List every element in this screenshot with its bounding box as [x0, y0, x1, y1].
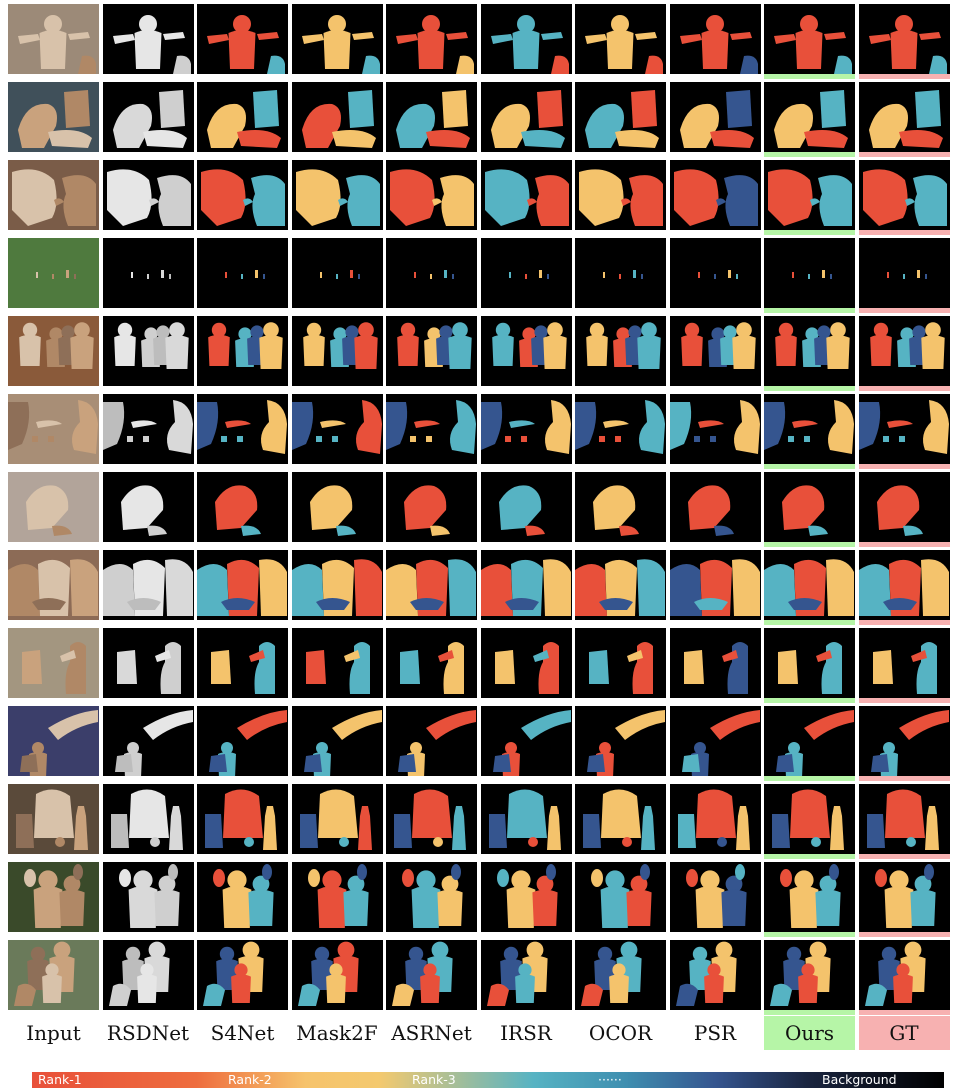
saliency-map [670, 706, 761, 776]
saliency-map [292, 862, 383, 932]
saliency-map [575, 472, 666, 542]
saliency-map [386, 862, 477, 932]
saliency-map [197, 4, 288, 74]
saliency-map [575, 628, 666, 698]
saliency-map [670, 4, 761, 74]
saliency-map [292, 238, 383, 308]
gt-highlight [859, 932, 950, 937]
saliency-map [481, 160, 572, 230]
grid-row [8, 628, 953, 703]
background-label: Background [822, 1072, 897, 1087]
saliency-map [386, 160, 477, 230]
gt-highlight [859, 308, 950, 313]
saliency-map [575, 238, 666, 308]
saliency-map [103, 160, 194, 230]
saliency-map [481, 550, 572, 620]
gt-highlight [859, 74, 950, 79]
saliency-map [103, 628, 194, 698]
saliency-map [292, 628, 383, 698]
saliency-map [764, 472, 855, 542]
saliency-map [197, 472, 288, 542]
saliency-map [481, 4, 572, 74]
grid-row [8, 316, 953, 391]
saliency-map [670, 940, 761, 1010]
ours-highlight [764, 1010, 855, 1015]
column-label-s4net: S4Net [210, 1021, 275, 1045]
input-image [8, 238, 99, 308]
saliency-map [575, 706, 666, 776]
saliency-map [859, 82, 950, 152]
grid-row [8, 862, 953, 937]
column-label-input: Input [26, 1021, 81, 1045]
saliency-map [764, 394, 855, 464]
column-label-rsdnet: RSDNet [106, 1021, 190, 1045]
grid-row [8, 706, 953, 781]
grid-row [8, 394, 953, 469]
gt-highlight [859, 230, 950, 235]
saliency-map [386, 550, 477, 620]
gt-highlight [859, 620, 950, 625]
column-labels [8, 1016, 953, 1050]
grid-row [8, 82, 953, 157]
saliency-map [859, 706, 950, 776]
gt-highlight [859, 152, 950, 157]
saliency-map [481, 316, 572, 386]
saliency-map [103, 784, 194, 854]
saliency-map [103, 472, 194, 542]
input-image [8, 160, 99, 230]
saliency-map [103, 238, 194, 308]
saliency-map [859, 394, 950, 464]
ours-highlight [764, 698, 855, 703]
saliency-map [103, 316, 194, 386]
grid-row [8, 940, 953, 1015]
input-image [8, 940, 99, 1010]
saliency-map [103, 862, 194, 932]
input-image [8, 784, 99, 854]
saliency-map [386, 238, 477, 308]
saliency-map [386, 472, 477, 542]
saliency-map [386, 706, 477, 776]
saliency-map [670, 394, 761, 464]
saliency-map [859, 4, 950, 74]
saliency-map [103, 940, 194, 1010]
saliency-map [292, 550, 383, 620]
saliency-map [859, 940, 950, 1010]
input-image [8, 628, 99, 698]
saliency-map [670, 160, 761, 230]
saliency-map [859, 316, 950, 386]
column-label-ocor: OCOR [588, 1021, 653, 1045]
saliency-map [481, 862, 572, 932]
grid-row [8, 238, 953, 313]
ours-highlight [764, 386, 855, 391]
saliency-map [481, 238, 572, 308]
rank2-label: Rank-2 [228, 1072, 272, 1087]
ours-highlight [764, 932, 855, 937]
saliency-map [103, 82, 194, 152]
saliency-map [859, 784, 950, 854]
rank-colorbar [32, 1072, 944, 1088]
saliency-map [481, 472, 572, 542]
saliency-map [292, 706, 383, 776]
saliency-map [764, 706, 855, 776]
column-label-mask2f: Mask2F [296, 1021, 378, 1045]
column-label-gt: GT [859, 1016, 950, 1050]
ours-highlight [764, 620, 855, 625]
saliency-map [670, 238, 761, 308]
saliency-map [103, 4, 194, 74]
saliency-map [386, 784, 477, 854]
saliency-map [292, 472, 383, 542]
saliency-map [386, 394, 477, 464]
saliency-map [197, 550, 288, 620]
saliency-map [670, 862, 761, 932]
saliency-map [575, 82, 666, 152]
input-image [8, 706, 99, 776]
saliency-map [197, 82, 288, 152]
gt-highlight [859, 698, 950, 703]
gt-highlight [859, 854, 950, 859]
saliency-map [764, 160, 855, 230]
input-image [8, 550, 99, 620]
saliency-map [670, 628, 761, 698]
saliency-map [859, 628, 950, 698]
saliency-map [859, 550, 950, 620]
saliency-map [197, 706, 288, 776]
saliency-map [292, 784, 383, 854]
saliency-map [670, 784, 761, 854]
saliency-map [197, 238, 288, 308]
saliency-map [386, 940, 477, 1010]
saliency-map [386, 82, 477, 152]
saliency-map [859, 862, 950, 932]
gt-highlight [859, 464, 950, 469]
saliency-map [481, 82, 572, 152]
saliency-map [670, 316, 761, 386]
saliency-map [670, 82, 761, 152]
saliency-map [670, 550, 761, 620]
saliency-map [670, 472, 761, 542]
saliency-map [197, 394, 288, 464]
saliency-map [764, 550, 855, 620]
input-image [8, 82, 99, 152]
saliency-map [764, 628, 855, 698]
saliency-map [292, 394, 383, 464]
saliency-map [575, 316, 666, 386]
ours-highlight [764, 464, 855, 469]
saliency-map [481, 628, 572, 698]
saliency-map [386, 316, 477, 386]
grid-row [8, 784, 953, 859]
saliency-map [197, 160, 288, 230]
saliency-map [764, 316, 855, 386]
ours-highlight [764, 230, 855, 235]
ours-highlight [764, 308, 855, 313]
grid-row [8, 160, 953, 235]
input-image [8, 394, 99, 464]
rank3-label: Rank-3 [412, 1072, 456, 1087]
saliency-map [575, 784, 666, 854]
gt-highlight [859, 1010, 950, 1015]
gt-highlight [859, 386, 950, 391]
saliency-map [575, 862, 666, 932]
input-image [8, 472, 99, 542]
column-label-asrnet: ASRNet [391, 1021, 472, 1045]
rank1-label: Rank-1 [38, 1072, 82, 1087]
saliency-map [859, 238, 950, 308]
dots-label: ······ [598, 1072, 622, 1087]
saliency-map [575, 550, 666, 620]
grid-row [8, 472, 953, 547]
saliency-map [575, 940, 666, 1010]
saliency-map [386, 628, 477, 698]
ours-highlight [764, 542, 855, 547]
input-image [8, 862, 99, 932]
saliency-map [764, 4, 855, 74]
input-image [8, 316, 99, 386]
saliency-map [859, 472, 950, 542]
saliency-map [481, 706, 572, 776]
saliency-map [859, 160, 950, 230]
saliency-map [197, 784, 288, 854]
saliency-map [386, 4, 477, 74]
saliency-map [292, 316, 383, 386]
saliency-map [292, 82, 383, 152]
ours-highlight [764, 854, 855, 859]
saliency-map [575, 4, 666, 74]
saliency-map [197, 940, 288, 1010]
saliency-map [197, 862, 288, 932]
saliency-map [764, 238, 855, 308]
gt-highlight [859, 776, 950, 781]
saliency-map [103, 550, 194, 620]
saliency-map [764, 862, 855, 932]
saliency-map [103, 394, 194, 464]
grid-row [8, 550, 953, 625]
saliency-map [292, 160, 383, 230]
ours-highlight [764, 152, 855, 157]
saliency-map [575, 160, 666, 230]
saliency-map [764, 784, 855, 854]
saliency-map [292, 4, 383, 74]
saliency-map [764, 940, 855, 1010]
input-image [8, 4, 99, 74]
ours-highlight [764, 776, 855, 781]
gt-highlight [859, 542, 950, 547]
ours-highlight [764, 74, 855, 79]
column-label-ours: Ours [764, 1016, 855, 1050]
saliency-map [481, 784, 572, 854]
saliency-map [197, 628, 288, 698]
saliency-map [764, 82, 855, 152]
saliency-map [292, 940, 383, 1010]
column-label-psr: PSR [693, 1021, 737, 1045]
saliency-map [197, 316, 288, 386]
saliency-map [103, 706, 194, 776]
column-label-irsr: IRSR [500, 1021, 552, 1045]
grid-row [8, 4, 953, 79]
saliency-map [575, 394, 666, 464]
saliency-map [481, 940, 572, 1010]
saliency-map [481, 394, 572, 464]
